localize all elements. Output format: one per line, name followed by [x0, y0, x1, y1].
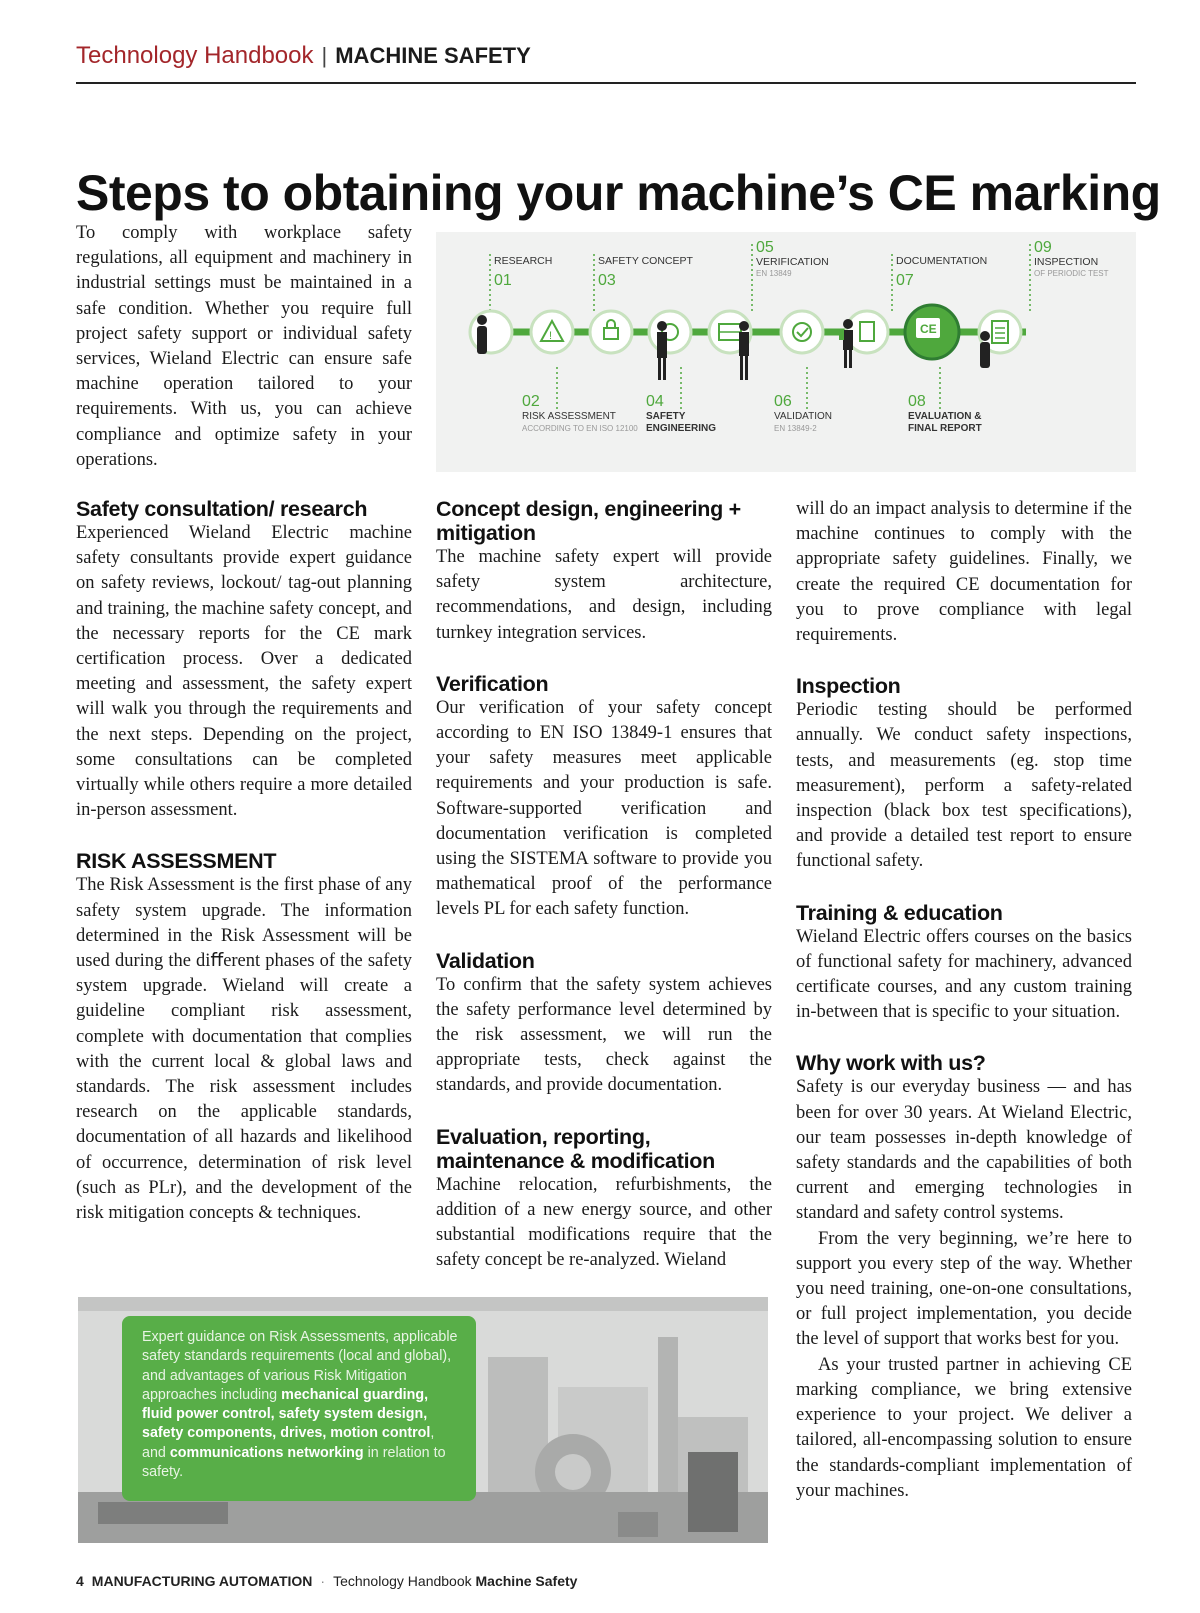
svg-text:OF PERIODIC TEST: OF PERIODIC TEST [1034, 269, 1109, 278]
heading-evaluation: Evaluation, reporting, maintenance & modification [436, 1124, 715, 1173]
header-separator: | [321, 43, 328, 68]
svg-text:DOCUMENTATION: DOCUMENTATION [896, 255, 988, 267]
header-brand: Technology Handbook [76, 42, 314, 69]
step-04-label [646, 367, 716, 434]
column-2 [436, 497, 772, 1273]
svg-text:INSPECTION: INSPECTION [1034, 256, 1099, 268]
factory-illustration [78, 1297, 768, 1543]
heading-safety-consultation: Safety consultation/ research [76, 497, 368, 521]
svg-text:05: 05 [756, 239, 774, 256]
step-08-label [908, 367, 982, 434]
footer-topic: Machine Safety [475, 1573, 578, 1589]
callout-text-3: in relation to safety. [142, 1444, 446, 1481]
callout-bold-2: communications networking [169, 1444, 364, 1461]
callout-text-1: Expert guidance on Risk Assessments, applicable safety standards requirements (local and global), and advantages of various Risk Mitigation approaches including [142, 1329, 458, 1403]
step-06-label [774, 367, 832, 433]
process-diagram [436, 232, 1136, 472]
paragraph-training: Wieland Electric offers courses on the basics of functional safety for machinery, advanced certificate courses, and any custom training in-between that is specific to your situation. [796, 926, 1132, 1023]
heading-verification: Verification [436, 671, 549, 696]
paragraph-evaluation: Machine relocation, refurbishments, the addition of a new energy source, and other substantial modifications require that the safety concept be re-analyzed. Wieland [436, 1174, 772, 1271]
heading-concept-design: Concept design, engineering + mitigation [436, 497, 741, 545]
page-title: Steps to obtaining your machine’s CE marking [76, 164, 1161, 221]
paragraph-why-3: As your trusted partner in achieving CE marking compliance, we bring extensive experience to your project. We deliver a tailored, all-encompassing solution to ensure the standards-compliant implementation of your machines. [796, 1354, 1132, 1501]
page-footer [76, 1573, 577, 1589]
intro-paragraph: To comply with workplace safety regulations, all equipment and machinery in industrial settings must be maintained in a safe condition. Whether you require full project safety support or individual safety services, Wieland Electric can ensure safe machine operation tailored to your requirements. With us, you can achieve compliance and optimize safety in your operations. [76, 223, 412, 470]
paragraph-safety-consultation: Experienced Wieland Electric machine safety consultants provide expert guidance on safety reviews, lockout/ tag-out planning and training, the machine safety concept, and the necessary reports for the CE mark certification process. Over a dedicated meeting and assessment, the safety expert will walk you through the requirements and the next steps. Depending on the project, some consultations can be completed virtually while others require a more detailed in-person assessment. [76, 523, 412, 821]
svg-text:VALIDATION: VALIDATION [774, 411, 832, 422]
paragraph-why-1: Safety is our everyday business — and has been for over 30 years. At Wieland Electric, our team possesses in-depth knowledge of safety standards and the capabilities of both current and emerging technologies in standard and safety control systems. [796, 1077, 1132, 1224]
step-07-label [892, 254, 987, 312]
svg-text:EVALUATION &: EVALUATION & [908, 411, 982, 422]
svg-text:08: 08 [908, 393, 926, 410]
heading-why-work-with-us: Why work with us? [796, 1051, 986, 1076]
paragraph-validation: To confirm that the safety system achieves the safety performance level determined by the risk assessment, we will run the appropriate tests, check against the standards, and provide documentation. [436, 974, 772, 1096]
svg-text:EN 13849: EN 13849 [756, 269, 792, 278]
running-header [76, 42, 1136, 84]
heading-validation: Validation [436, 948, 535, 973]
svg-text:SAFETY: SAFETY [646, 411, 686, 422]
svg-text:CE: CE [920, 322, 937, 336]
callout-text-2: , and [142, 1425, 435, 1461]
header-section: MACHINE SAFETY [335, 43, 531, 68]
heading-risk-assessment: RISK ASSESSMENT [76, 849, 277, 874]
svg-text:09: 09 [1034, 239, 1052, 256]
callout-bold-1: mechanical guarding, fluid power control, safety system design, safety components, drives, motion control [142, 1386, 431, 1442]
paragraph-concept-design: The machine safety expert will provide safety system architecture, recommendations, and design, including turnkey integration services. [436, 547, 772, 643]
svg-text:04: 04 [646, 393, 664, 410]
step-02-label [522, 367, 638, 433]
page-number: 4 [76, 1573, 84, 1589]
footer-handbook: Technology Handbook [333, 1573, 472, 1589]
paragraph-why-2: From the very beginning, we’re here to support you every step of the way. Whether you need training, one-on-one consultations, or full project implementation, you decide the level of support that works best for you. [796, 1228, 1132, 1350]
step-05-label [752, 239, 829, 312]
svg-text:07: 07 [896, 272, 914, 289]
svg-text:ACCORDING TO EN ISO 12100: ACCORDING TO EN ISO 12100 [522, 424, 638, 433]
svg-text:SAFETY CONCEPT: SAFETY CONCEPT [598, 255, 693, 267]
paragraph-inspection: Periodic testing should be performed annually. We conduct safety inspections, tests, and measurements (eg. stop time measurement), perform a safety-related inspection (black box test specifications), and provide a detailed test report to ensure functional safety. [796, 700, 1132, 872]
step-09-label [1030, 239, 1109, 312]
svg-text:02: 02 [522, 393, 540, 410]
svg-text:RESEARCH: RESEARCH [494, 255, 553, 267]
svg-text:RISK ASSESSMENT: RISK ASSESSMENT [522, 411, 616, 422]
paragraph-risk-assessment: The Risk Assessment is the first phase of any safety system upgrade. The information determined in the Risk Assessment will be used during the diﬀerent phases of the safety system upgrade. Wieland will create a guideline compliant risk assessment, complete with documentation that complies with the current local & global laws and standards. The risk assessment includes research on the applicable standards, documentation of all hazards and likelihood of occurrence, determination of risk level (such as PLr), and the development of the risk mitigation concepts & techniques. [76, 875, 412, 1224]
svg-text:03: 03 [598, 272, 616, 289]
footer-dot: · [320, 1573, 326, 1589]
svg-text:06: 06 [774, 393, 792, 410]
heading-inspection: Inspection [796, 674, 901, 699]
paragraph-evaluation-continued: will do an impact analysis to determine if the machine continues to comply with the appropriate safety guidelines. Finally, we create the required CE documentation for you to prove compliance with legal requirements. [796, 499, 1132, 646]
paragraph-verification: Our verification of your safety concept according to EN ISO 13849-1 ensures that your safety measures meet applicable requirements and your production is safe. Software-supported verification and documentation verification is completed using the SISTEMA software to provide you mathematical proof of the performance levels PL for each safety function. [436, 697, 772, 920]
svg-text:ENGINEERING: ENGINEERING [646, 423, 717, 434]
svg-text:01: 01 [494, 272, 512, 289]
svg-text:FINAL REPORT: FINAL REPORT [908, 423, 982, 434]
heading-training: Training & education [796, 900, 1003, 925]
svg-text:EN 13849-2: EN 13849-2 [774, 424, 817, 433]
column-1 [76, 497, 412, 1226]
step-03-label [594, 254, 693, 312]
svg-text:VERIFICATION: VERIFICATION [756, 256, 829, 268]
callout-box [122, 1316, 476, 1501]
step-01-label [490, 254, 552, 312]
svg-text:!: ! [549, 330, 553, 342]
column-3 [796, 497, 1132, 1504]
footer-magazine: MANUFACTURING AUTOMATION [91, 1573, 313, 1589]
